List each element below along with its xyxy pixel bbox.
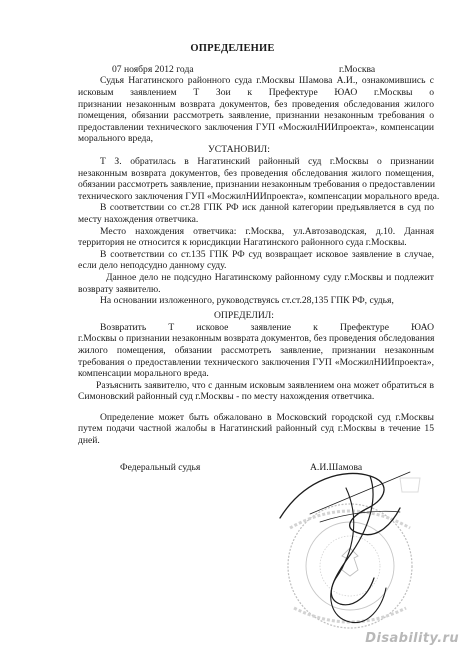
intro-line: Судья Нагатинского районного суда г.Москвы Шамова А.И., ознакомившись с — [100, 75, 434, 86]
document-title: ОПРЕДЕЛЕНИЕ — [190, 43, 275, 54]
section-heading-decided: ОПРЕДЕЛИЛ: — [214, 310, 274, 321]
established-line: территория не относится к юрисдикции Нагатинского районного суда г.Москвы. — [78, 237, 407, 248]
decided-line: жилого помещения, обязании рассмотреть заявление, признании незаконным — [78, 345, 434, 356]
intro-line: морального вреда, — [78, 133, 153, 144]
decided-line: Разъяснить заявителю, что с данным исковым заявлением она может обратиться в — [96, 380, 434, 391]
handwritten-signature — [280, 472, 410, 623]
intro-line: исковым заявлением Т Зои к Префектуре ЮАО г.Москвы о — [78, 87, 434, 98]
decided-line: компенсации морального вреда. — [78, 368, 209, 379]
appeal-line: путем подачи частной жалобы в Нагатинский районный суд г.Москвы в течение 15 — [78, 423, 434, 434]
established-line: В соответствии со ст.135 ГПК РФ суд возвращает исковое заявление в случае, — [100, 249, 434, 260]
established-line: обязании рассмотреть заявление, признании незаконным требования о предоставлении — [78, 179, 435, 190]
appeal-line: дней. — [78, 435, 100, 446]
signature-name: А.И.Шамова — [310, 462, 363, 473]
decided-line: Симоновский районный суд г.Москвы - по месту нахождения ответчика. — [78, 391, 375, 402]
intro-line: помещения, обязании рассмотреть заявление, признании незаконным требования о — [78, 110, 434, 121]
decided-line: требования о предоставлении технического заключения ГУП «МосжилНИИпроекта», — [78, 357, 434, 368]
appeal-line: Определение может быть обжаловано в Московский городской суд г.Москвы — [100, 412, 434, 423]
ruling-date: 07 ноября 2012 года — [112, 64, 194, 75]
established-line: Т З. обратилась в Нагатинский районный суд г.Москвы о признании — [100, 156, 434, 167]
decided-line: г.Москвы о признании незаконным возврата документов, без проведения обследования — [78, 333, 435, 344]
decided-line: Возвратить Т исковое заявление к Префектуре ЮАО — [100, 322, 434, 333]
intro-line: признании незаконным возврата документов, без проведения обследования жилого — [78, 99, 434, 110]
signature-and-seal — [250, 458, 450, 648]
court-seal — [288, 478, 420, 628]
established-line: если дело неподсудно данному суду. — [78, 260, 227, 271]
established-line: месту нахождения ответчика. — [78, 214, 199, 225]
established-line: Данное дело не подсудно Нагатинскому районному суду г.Москвы и подлежит — [106, 272, 434, 283]
established-line: В соответствии со ст.28 ГПК РФ иск данной категории предъявляется в суд по — [100, 202, 434, 213]
signature-role: Федеральный судья — [120, 462, 201, 473]
intro-line: предоставлении технического заключения ГУП «МосжилНИИпроекта», компенсации — [78, 122, 434, 133]
established-line: незаконным возврата документов, без проведения обследования жилого помещения, — [78, 168, 434, 179]
ruling-city: г.Москва — [339, 64, 376, 75]
established-line: возврату заявителю. — [78, 284, 161, 295]
established-line: технического заключения ГУП «МосжилНИИпроекта», компенсации морального вреда. — [78, 191, 440, 202]
section-heading-established: УСТАНОВИЛ: — [208, 144, 270, 155]
established-line: Место нахождения ответчика: г.Москва, ул.Автозаводская, д.10. Данная — [100, 226, 434, 237]
established-line: На основании изложенного, руководствуясь ст.ст.28,135 ГПК РФ, судья, — [100, 295, 394, 306]
site-watermark: Disability.ru — [365, 630, 459, 646]
